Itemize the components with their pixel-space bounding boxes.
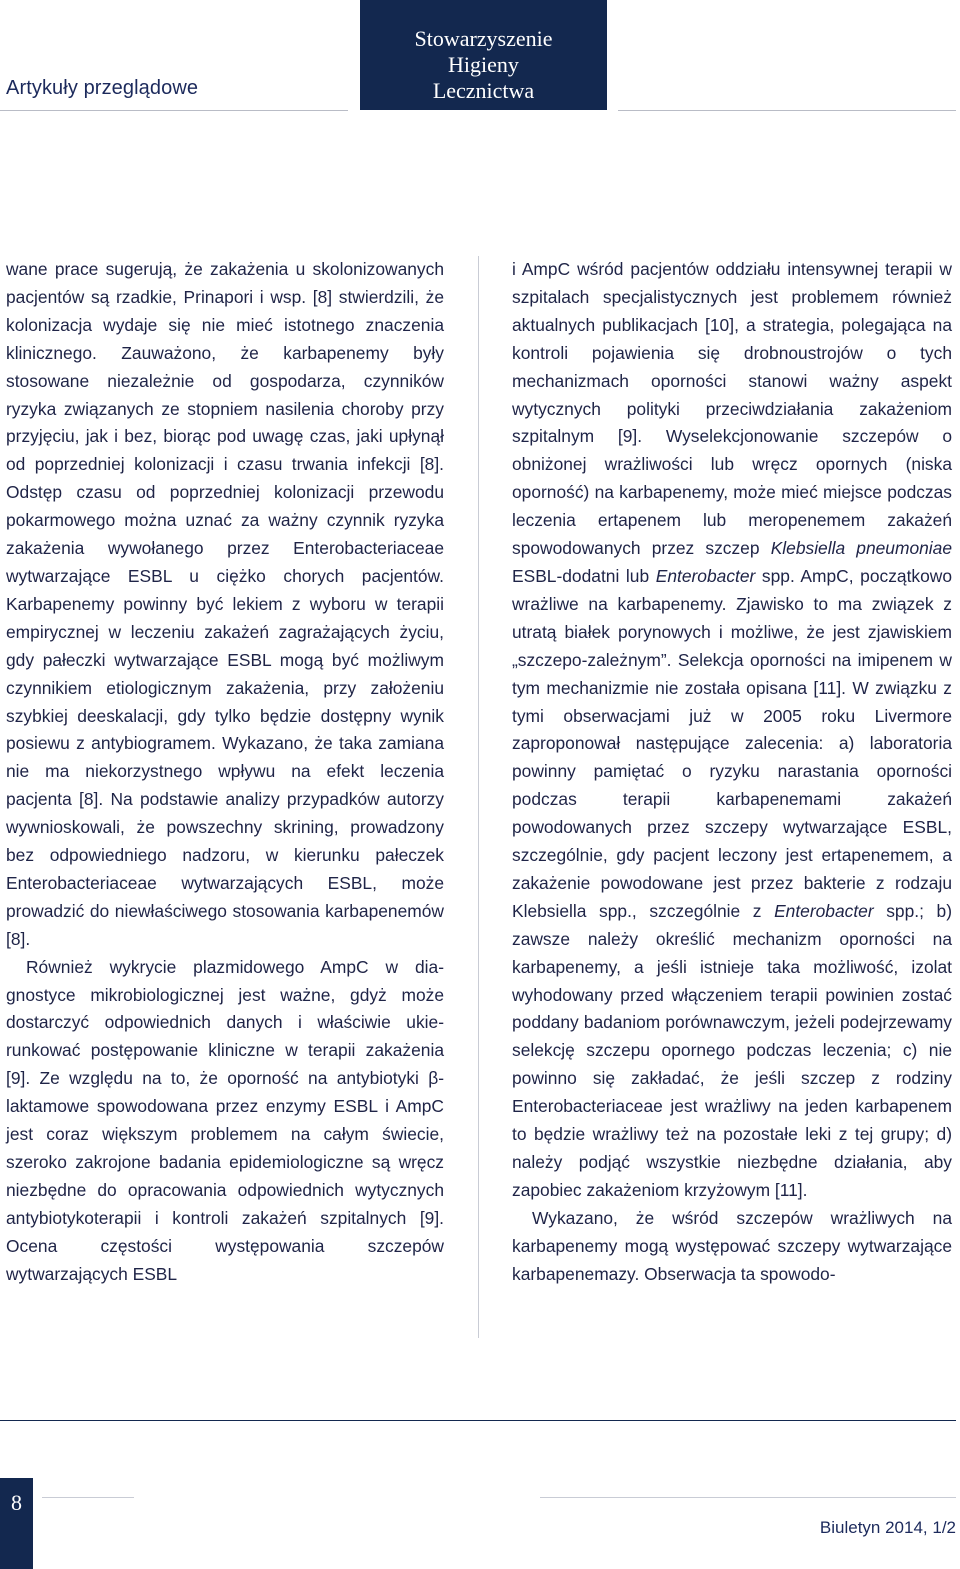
page-number-box: [0, 1478, 33, 1569]
genus-name: Enterobacter: [655, 565, 756, 586]
right-column: [512, 256, 952, 1289]
right-paragraph-2: Wykazano, że wśród szczepów wrażliwych na karbapenemy mogą występować szczepy wytwarzające karbapenemazy. Obserwacja ta spowodo-: [512, 1207, 952, 1284]
page-number: 8: [11, 1490, 22, 1515]
section-label: Artykuły przeglądowe: [6, 77, 199, 99]
bulletin-label: Biuletyn 2014, 1/2: [819, 1518, 956, 1537]
brand-line-3: Lecznictwa: [432, 78, 535, 103]
header-rule-right: [618, 110, 956, 111]
text-run: spp. AmpC, początkowo wrażliwe na karbapenemy. Zjawisko to ma związek z utratą białek porynowych i możliwe, że jest zjawiskiem „szczepo-zależnym”. Selekcja oporności na imipenem w tym mechanizmie nie została opisana [11]. W związku z tymi obserwacjami już w 2005 roku Livermore zaproponował następujące zalecenia: a) laboratoria powinny pamiętać o ryzyku narastania oporności podczas terapii karbapenemami zakażeń powodowanych przez szczepy wytwarzające ESBL, szczególnie, gdy pacjent leczony jest ertapenemem, a zakażenie powodowane jest przez bakterie z rodzaju Klebsiella spp., szczególnie z: [512, 565, 953, 921]
footer-line-right: [540, 1497, 956, 1498]
footer-line-left: [42, 1497, 134, 1498]
text-run: spp.; b) zawsze należy określić mechanizm oporności na karbapenemy, a jeśli istnieje taka możliwość, izolat wyhodowany przed włączeniem terapii powinien zostać poddany badaniom porównawczym, jeżeli podejrzewamy selekcję szczepu opornego podczas leczenia; c) nie powinno się zakładać, że jeśli szczep z rodziny Enterobacteriaceae jest wrażliwy na jeden karbapenem to będzie wrażliwy też na pozostałe leki z tej grupy; d) należy podjąć wszystkie niezbędne działania, aby zapobiec zakażeniom krzyżowym [11].: [512, 900, 952, 1200]
species-name: Klebsiella pneumoniae: [770, 538, 952, 559]
header-rule-left: [0, 110, 348, 111]
brand-logo: [360, 0, 607, 110]
text-run: i AmpC wśród pacjentów oddziału intensywnej terapii w szpitalach specjalistycznych jest problemem również aktualnych publikacjach [10], a strategia, polegająca na kontroli pojawienia się drobnoustrojów o tych mechanizmach oporności stanowi ważny aspekt wytycznych polityki przeciwdziałania zakażeniom szpitalnym [9]. Wyselekcjonowanie szczepów o obniżonej wrażliwości lub wręcz opornych (niska oporność) na karbapenemy, może mieć miejsce podczas leczenia ertapenem lub meropenemem zakażeń spowodowanych przez szczep: [512, 259, 952, 559]
genus-name: Enterobacter: [774, 900, 874, 921]
brand-line-1: Stowarzyszenie: [414, 26, 553, 51]
left-paragraph-1: wane prace sugerują, że zakażenia u skolonizowanych pacjentów są rzadkie, Prinapori i wsp. [8] stwierdzili, że kolonizacja wydaje się nie mieć istotnego znaczenia klinicznego. Zauważono, że karbapenemy były stosowane niezależnie od gospodarza, czynników ryzyka związanych ze stopniem nasilenia choroby przy przyjęciu, jak i bez, biorąc pod uwagę czas, jaki upłynął od poprzedniej kolonizacji i czasu trwania infekcji [8]. Odstęp czasu od poprzedniej kolonizacji przewodu pokarmowego można uznać za ważny czynnik ryzyka zakażenia wywołanego przez Enterobacteriaceae wytwarzające ESBL u ciężko chorych pacjentów. Karbapenemy powinny być lekiem z wyboru w terapii empirycznej w leczeniu zakażeń zagrażających życiu, gdy pałeczki wytwarzające ESBL mogą być możliwym czynnikiem etiologicznym zakażenia, przy założeniu szybkiej deeskalacji, gdy tylko będzie dostępny wynik posiewu z antybiogramem. Wykazano, że taka zamiana nie ma niekorzystnego wpływu na efekt leczenia pacjenta [8]. Na podstawie analizy przypadków autorzy wywnioskowali, że powszechny skrining, prowadzony bez odpowiedniego nadzoru, w kierunku pałeczek Enterobacteriaceae wytwarzających ESBL, może prowadzić do niewłaściwego stosowania karbapenemów [8].: [6, 259, 444, 949]
left-column: [6, 256, 444, 1289]
text-run: ESBL-dodatni lub: [512, 565, 656, 586]
brand-line-2: Higieny: [448, 52, 519, 77]
right-paragraph-1: [512, 256, 952, 1205]
left-paragraph-2: Również wykrycie plazmidowego AmpC w diagnostyce mikrobiologicznej jest ważne, gdyż może dostarczyć odpowiednich danych i właściwie ukierunkować postępowanie kliniczne w terapii zakażenia [9]. Ze względu na to, że oporność na antybiotyki β-laktamowe spowodowana przez enzymy ESBL i AmpC jest coraz większym problemem na całym świecie, szeroko zakrojone badania epidemiologiczne są wręcz niezbędne do opracowania odpowiednich wytycznych antybiotykoterapii i kontroli zakażeń szpitalnych [9]. Ocena częstości występowania szczepów wytwarzających ESBL: [6, 956, 444, 1284]
column-divider: [478, 256, 479, 1338]
footer-rule: [0, 1420, 956, 1421]
